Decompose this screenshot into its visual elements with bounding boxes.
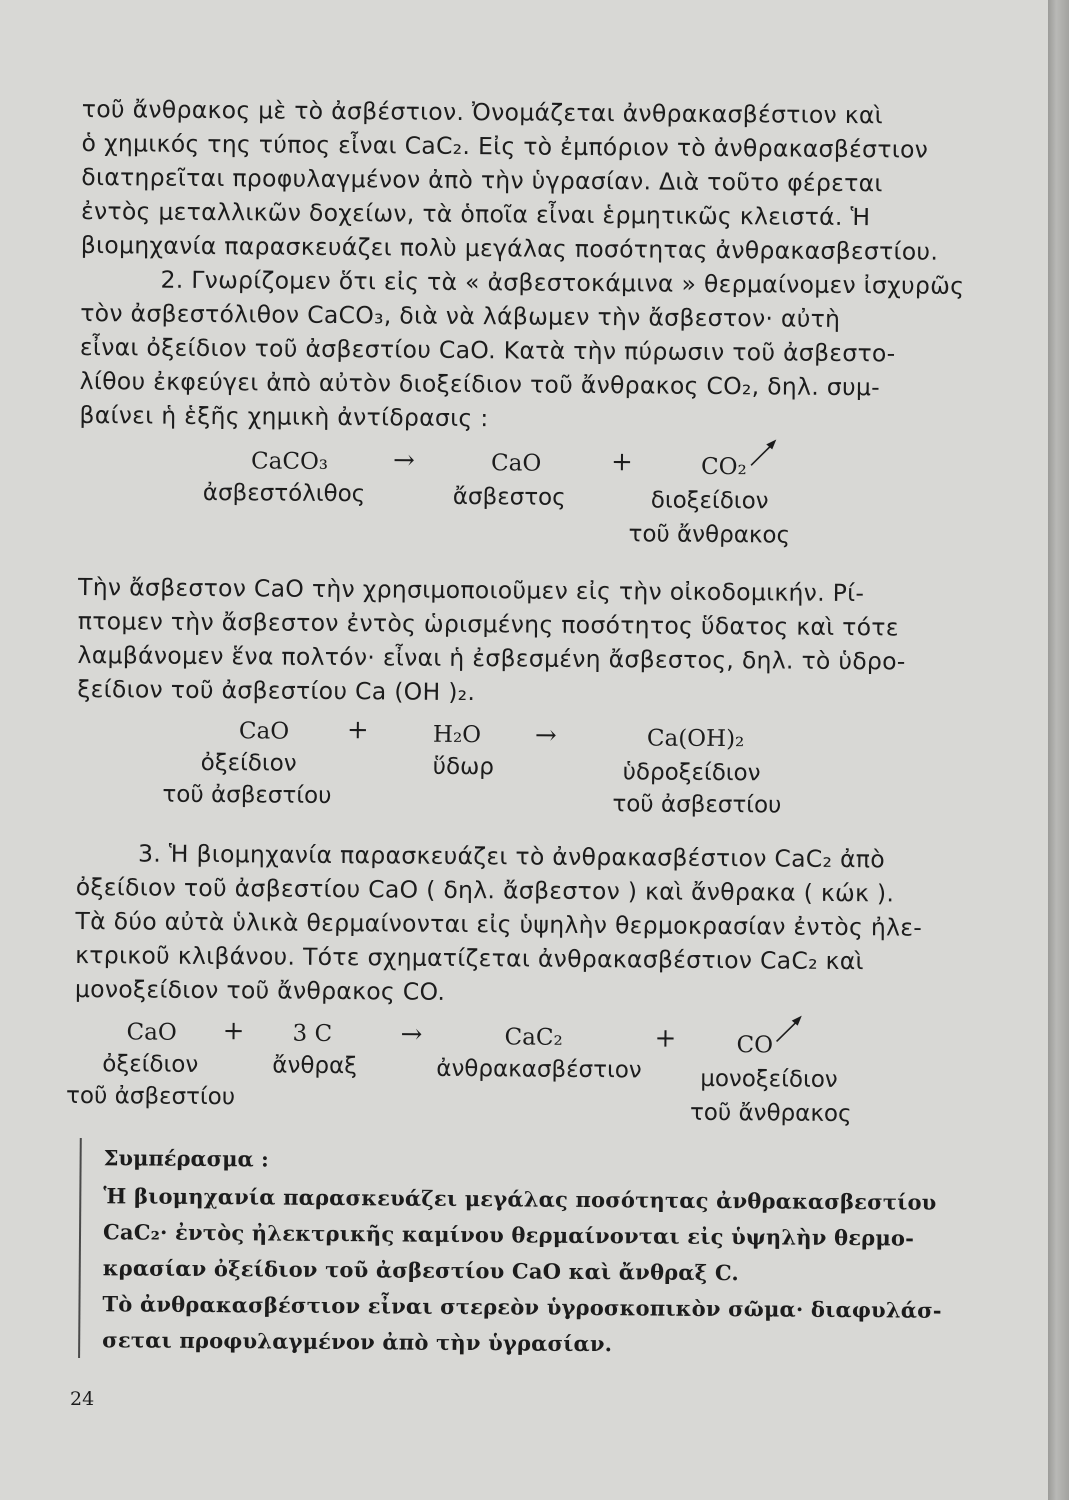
text-line: τοῦ ἄνθρακος μὲ τὸ ἀσβέστιον. Ὀνομάζεται ἀνθρακασβέστιον καὶ — [81, 94, 884, 130]
text-line: λίθου ἐκφεύγει ἀπὸ αὐτὸν διοξείδιον τοῦ ἄνθρακος CO₂, δηλ. συμ- — [79, 366, 881, 402]
text-line: βιομηχανία παρασκευάζει πολὺ μεγάλας ποσότητας ἀνθρακασβεστίου. — [80, 230, 939, 266]
text-line: ἐντὸς μεταλλικῶν δοχείων, τὰ ὁποῖα εἶναι ἑρμητικῶς κλειστά. Ἡ — [80, 196, 871, 232]
conclusion-line: κρασίαν ὀξείδιον τοῦ ἀσβεστίου CaO καὶ ἄνθραξ C. — [102, 1255, 740, 1286]
conclusion-line: Ἡ βιομηχανία παρασκευάζει μεγάλας ποσότητας ἀνθρακασβεστίου — [103, 1183, 937, 1215]
eq3-reactant2-name: ἄνθραξ — [272, 1052, 358, 1080]
paragraph-2 — [79, 262, 970, 439]
eq1-product2-formula: CO₂ — [700, 453, 747, 481]
eq1-arrow: → — [392, 445, 416, 476]
eq2-plus: + — [346, 715, 369, 746]
text-line: ὁ χημικός της τύπος εἶναι CaC₂. Εἰς τὸ ἐμπόριον τὸ ἀνθρακασβέστιον — [81, 128, 929, 164]
gas-escape-arrow-icon — [775, 1013, 805, 1043]
eq3-product2-formula: CO — [736, 1032, 774, 1059]
eq1-product1-formula: CaO — [490, 450, 542, 477]
paragraph-4 — [75, 836, 966, 1013]
eq3-reactant1-name: ὀξείδιον — [102, 1051, 199, 1078]
eq3-product1-name: ἀνθρακασβέστιον — [436, 1055, 642, 1084]
eq3-plus-2: + — [654, 1023, 677, 1054]
text-line: κτρικοῦ κλιβάνου. Τότε σχηματίζεται ἀνθρακασβέστιον CaC₂ καὶ — [75, 940, 864, 976]
eq3-arrow: → — [400, 1019, 423, 1050]
text-line: διατηρεῖται προφυλαγμένον ἀπὸ τὴν ὑγρασίαν. Διὰ τοῦτο φέρεται — [81, 162, 883, 198]
text-line: λαμβάνομεν ἕνα πολτόν· εἶναι ἡ ἐσβεσμένη ἄσβεστος, δηλ. τὸ ὑδρο- — [77, 640, 906, 676]
page-number: 24 — [70, 1388, 95, 1410]
text-line: εἶναι ὀξείδιον τοῦ ἀσβεστίου CaO. Κατὰ τὴν πύρωσιν τοῦ ἀσβεστο- — [79, 332, 896, 368]
equation-3 — [66, 1006, 965, 1141]
gas-escape-arrow-icon — [749, 437, 779, 467]
eq1-reactant-name: ἀσβεστόλιθος — [202, 479, 366, 508]
eq2-arrow: → — [534, 720, 557, 751]
eq2-reactant1-name: ὀξείδιον — [200, 749, 297, 777]
page-content — [66, 92, 972, 1365]
eq2-reactant1-name-2: τοῦ ἀσβεστίου — [162, 781, 332, 809]
eq3-reactant1-formula: CaO — [126, 1019, 177, 1046]
eq1-product2-name-2: τοῦ ἄνθρακος — [628, 521, 791, 549]
eq2-reactant2-formula: H₂O — [432, 721, 482, 749]
eq1-product2-name: διοξείδιον — [650, 487, 769, 515]
eq1-reactant-formula: CaCO₃ — [251, 448, 329, 475]
conclusion-line: CaC₂· ἐντὸς ἠλεκτρικῆς καμίνου θερμαίνονται εἰς ὑψηλὴν θερμο- — [102, 1219, 915, 1251]
text-line: 2. Γνωρίζομεν ὅτι εἰς τὰ « ἀσβεστοκάμινα » θερμαίνομεν ἰσχυρῶς — [160, 265, 965, 300]
eq3-plus-1: + — [222, 1016, 245, 1047]
eq3-reactant1-name-2: τοῦ ἀσβεστίου — [66, 1082, 236, 1111]
text-line: βαίνει ἡ ἑξῆς χημικὴ ἀντίδρασις : — [79, 400, 489, 433]
eq2-product-name: ὑδροξείδιον — [622, 759, 761, 787]
eq3-reactant2-formula: 3 C — [292, 1020, 333, 1047]
page-edge-shadow — [1048, 0, 1069, 1500]
text-line: Τὰ δύο αὐτὰ ὑλικὰ θερμαίνονται εἰς ὑψηλὴν θερμοκρασίαν ἐντὸς ἠλε- — [75, 906, 923, 942]
conclusion-heading: Συμπέρασμα : — [103, 1145, 269, 1172]
text-line: τὸν ἀσβεστόλιθον CaCO₃, διὰ νὰ λάβωμεν τὴν ἄσβεστον· αὐτὴ — [80, 298, 841, 333]
conclusion-box — [78, 1138, 964, 1365]
eq2-reactant2-name: ὕδωρ — [432, 753, 495, 781]
eq2-product-formula: Ca(OH)₂ — [646, 725, 745, 753]
conclusion-line: Τὸ ἀνθρακασβέστιον εἶναι στερεὸν ὑγροσκοπικὸν σῶμα· διαφυλάσ- — [102, 1291, 942, 1323]
eq3-product1-formula: CaC₂ — [504, 1024, 563, 1051]
eq2-reactant1-formula: CaO — [238, 718, 290, 745]
text-line: Τὴν ἄσβεστον CaO τὴν χρησιμοποιοῦμεν εἰς τὴν οἰκοδομικήν. Ρί- — [78, 572, 865, 608]
eq1-product1-name: ἄσβεστος — [452, 483, 566, 511]
text-line: 3. Ἡ βιομηχανία παρασκευάζει τὸ ἀνθρακασβέστιον CaC₂ ἀπὸ — [137, 839, 886, 874]
eq1-plus: + — [610, 447, 634, 478]
paragraph-1 — [81, 92, 972, 269]
text-line: ὀξείδιον τοῦ ἀσβεστίου CaO ( δηλ. ἄσβεστον ) καὶ ἄνθρακα ( κώκ ). — [75, 872, 895, 908]
eq3-product2-name-2: τοῦ ἄνθρακος — [689, 1099, 852, 1128]
text-line: πτομεν τὴν ἄσβεστον ἐντὸς ὡρισμένης ποσότητος ὕδατος καὶ τότε — [77, 606, 899, 642]
text-line: μονοξείδιον τοῦ ἄνθρακος CO. — [74, 974, 446, 1006]
conclusion-line: σεται προφυλαγμένον ἀπὸ τὴν ὑγρασίαν. — [102, 1327, 613, 1357]
equation-2 — [76, 706, 967, 833]
equation-1 — [78, 432, 969, 577]
eq3-product2-name: μονοξείδιον — [700, 1065, 838, 1093]
eq2-product-name-2: τοῦ ἀσβεστίου — [612, 791, 782, 819]
text-line: ξείδιον τοῦ ἀσβεστίου Ca (OH )₂. — [77, 674, 476, 707]
paragraph-3 — [77, 570, 968, 713]
